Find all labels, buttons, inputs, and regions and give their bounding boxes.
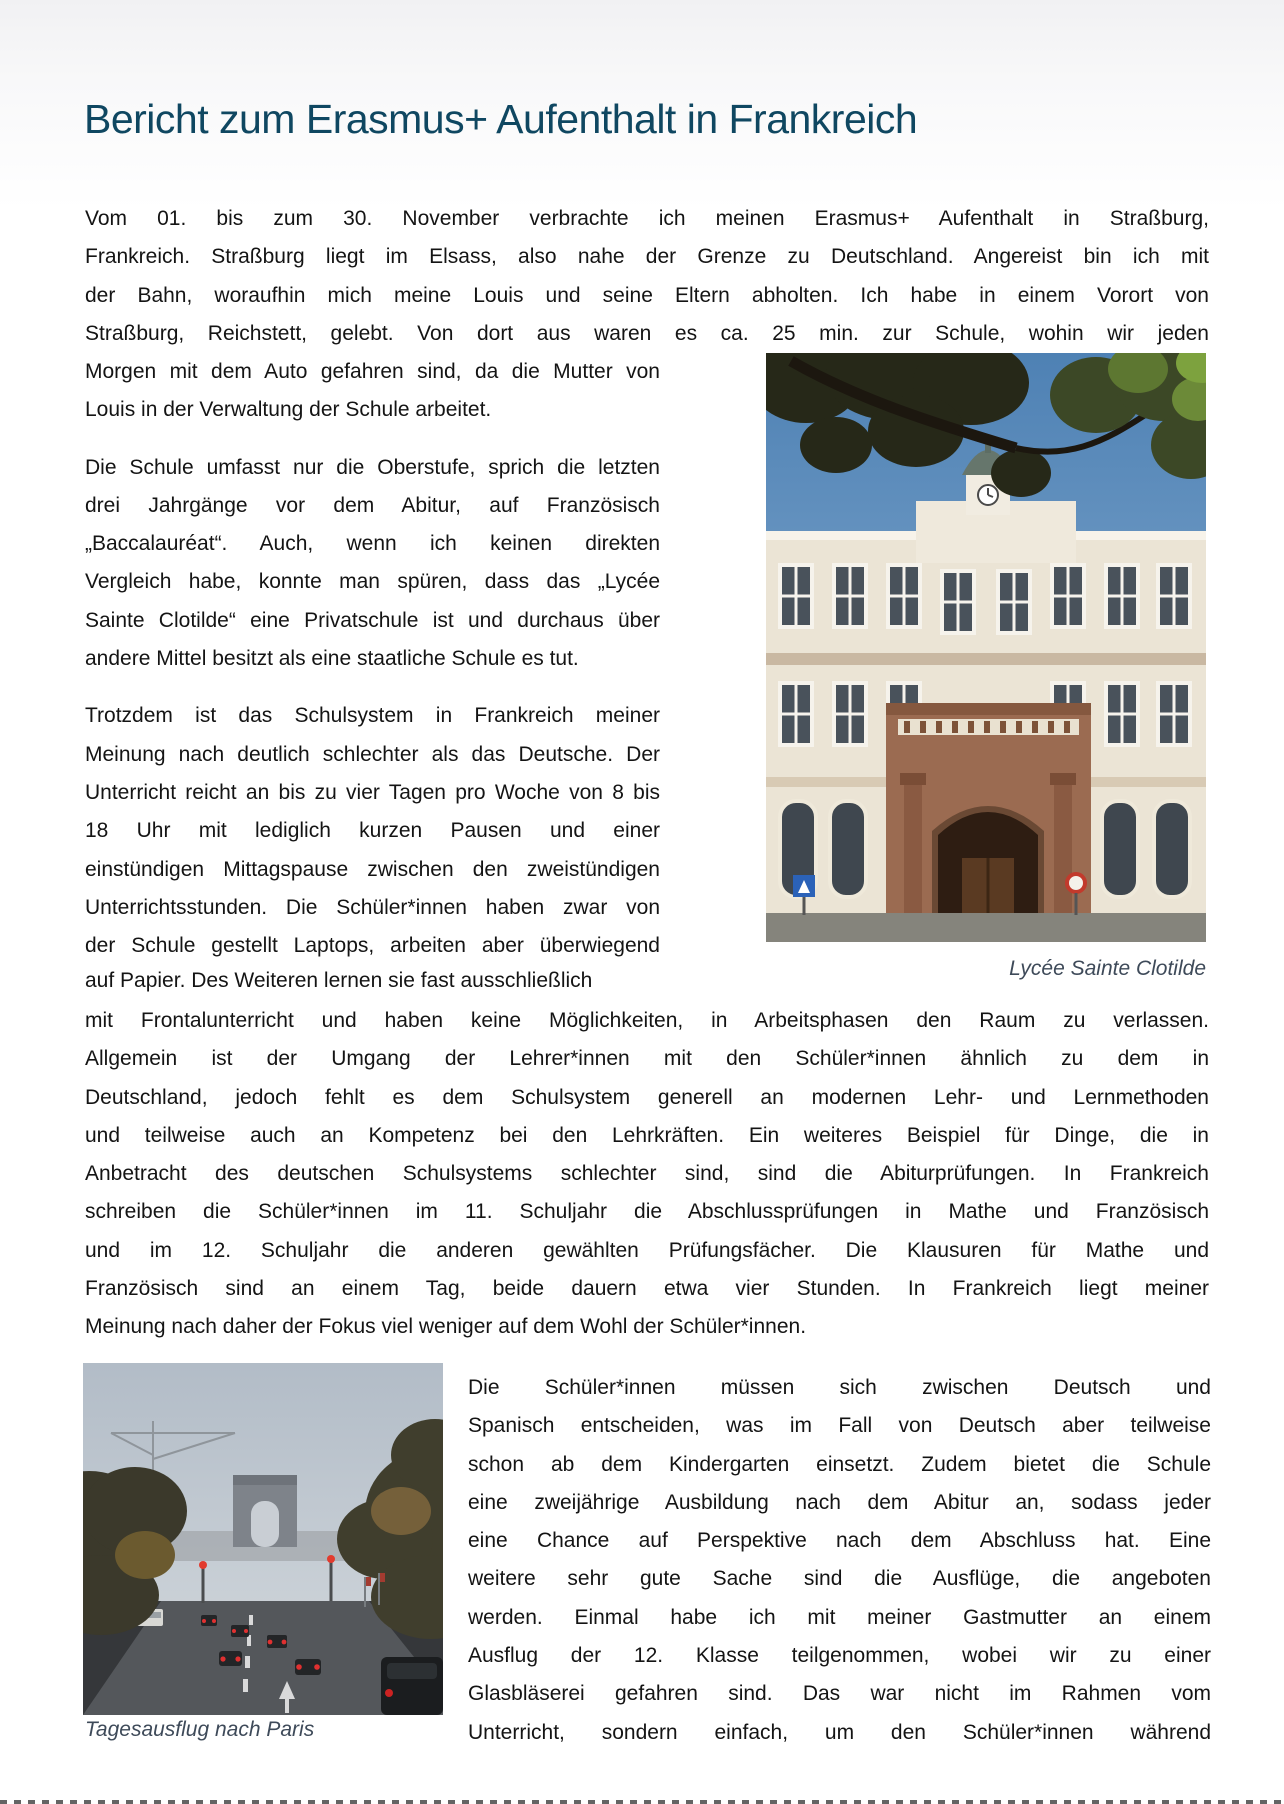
page-title: Bericht zum Erasmus+ Aufenthalt in Frankreich [84, 96, 918, 143]
school-photo-caption: Lycée Sainte Clotilde [1009, 957, 1206, 980]
paragraph-subjects-trips: Die Schüler*innen müssen sich zwischen Deutsch und Spanisch entscheiden, was im Fall von Deutsch aber teilweise schon ab dem Kindergarten einsetzt. Zudem bietet die Schule eine zweijährige Ausbildung nach dem Abitur an, sodass jeder eine Chance auf Perspektive nach dem Abschluss hat. Eine weitere sehr gute Sache sind die Ausflüge, die angeboten werden. Einmal habe ich mit meiner Gastmutter an einem Ausflug der 12. Klasse teilgenommen, wobei wir zu einer Glasbläserei gefahren sind. Das war nicht im Rahmen vom Unterricht, sondern einfach, um den Schüler*innen während [468, 1376, 1211, 1744]
left-text-column [85, 353, 660, 982]
school-figure [766, 353, 1206, 982]
paragraph-school: Die Schule umfasst nur die Oberstufe, sprich die letzten drei Jahrgänge vor dem Abitur, auf Französisch „Baccalauréat“. Auch, wenn ich keinen direkten Vergleich habe, konnte man spüren, dass das „Lycée Sainte Clotilde“ eine Privatschule ist und durchaus über andere Mittel besitzt als eine staatliche Schule es tut. [85, 455, 660, 671]
text-photo-row [85, 353, 1206, 982]
paris-street-photo [83, 1363, 443, 1715]
paris-figure [83, 1363, 443, 1715]
paragraph-schoolsystem-bridge: auf Papier. Des Weiteren lernen sie fast ausschließlich [85, 969, 593, 992]
paragraph-schoolsystem: Trotzdem ist das Schulsystem in Frankreich meiner Meinung nach deutlich schlechter als das Deutsche. Der Unterricht reicht an bis zu vier Tagen pro Woche von 8 bis 18 Uhr mit lediglich kurzen Pausen und einer einstündigen Mittagspause zwischen den zweistündigen Unterrichtsstunden. Die Schüler*innen haben zwar von der Schule gestellt Laptops, arbeiten aber überwiegend [85, 704, 660, 958]
page-bottom-edge-dashes [0, 1800, 1284, 1804]
paragraph-schoolsystem-full: mit Frontalunterricht und haben keine Möglichkeiten, in Arbeitsphasen den Raum zu verlassen. Allgemein ist der Umgang der Lehrer*innen mit den Schüler*innen ähnlich zu dem in Deutschland, jedoch fehlt es dem Schulsystem generell an modernen Lehr- und Lernmethoden und teilweise auch an Kompetenz bei den Lehrkräften. Ein weiteres Beispiel für Dinge, die in Anbetracht des deutschen Schulsystems schlechter sind, sind die Abiturprüfungen. In Frankreich schreiben die Schüler*innen im 11. Schuljahr die Abschlussprüfungen in Mathe und Französisch und im 12. Schuljahr die anderen gewählten Prüfungsfächer. Die Klausuren für Mathe und Französisch sind an einem Tag, beide dauern etwa vier Stunden. In Frankreich liegt meiner Meinung nach daher der Fokus viel weniger auf dem Wohl der Schüler*innen. [85, 1009, 1209, 1339]
paragraph-intro-wrap: Morgen mit dem Auto gefahren sind, da die Mutter von Louis in der Verwaltung der Schule arbeitet. [85, 360, 660, 422]
paris-photo-caption: Tagesausflug nach Paris [85, 1718, 315, 1741]
school-building-photo [766, 353, 1206, 942]
paragraph-intro: Vom 01. bis zum 30. November verbrachte ich meinen Erasmus+ Aufenthalt in Straßburg, Frankreich. Straßburg liegt im Elsass, also nahe der Grenze zu Deutschland. Angereist bin ich mit der Bahn, woraufhin mich meine Louis und seine Eltern abholten. Ich habe in einem Vorort von Straßburg, Reichstett, gelebt. Von dort aus waren es ca. 25 min. zur Schule, wohin wir jeden [85, 207, 1209, 345]
